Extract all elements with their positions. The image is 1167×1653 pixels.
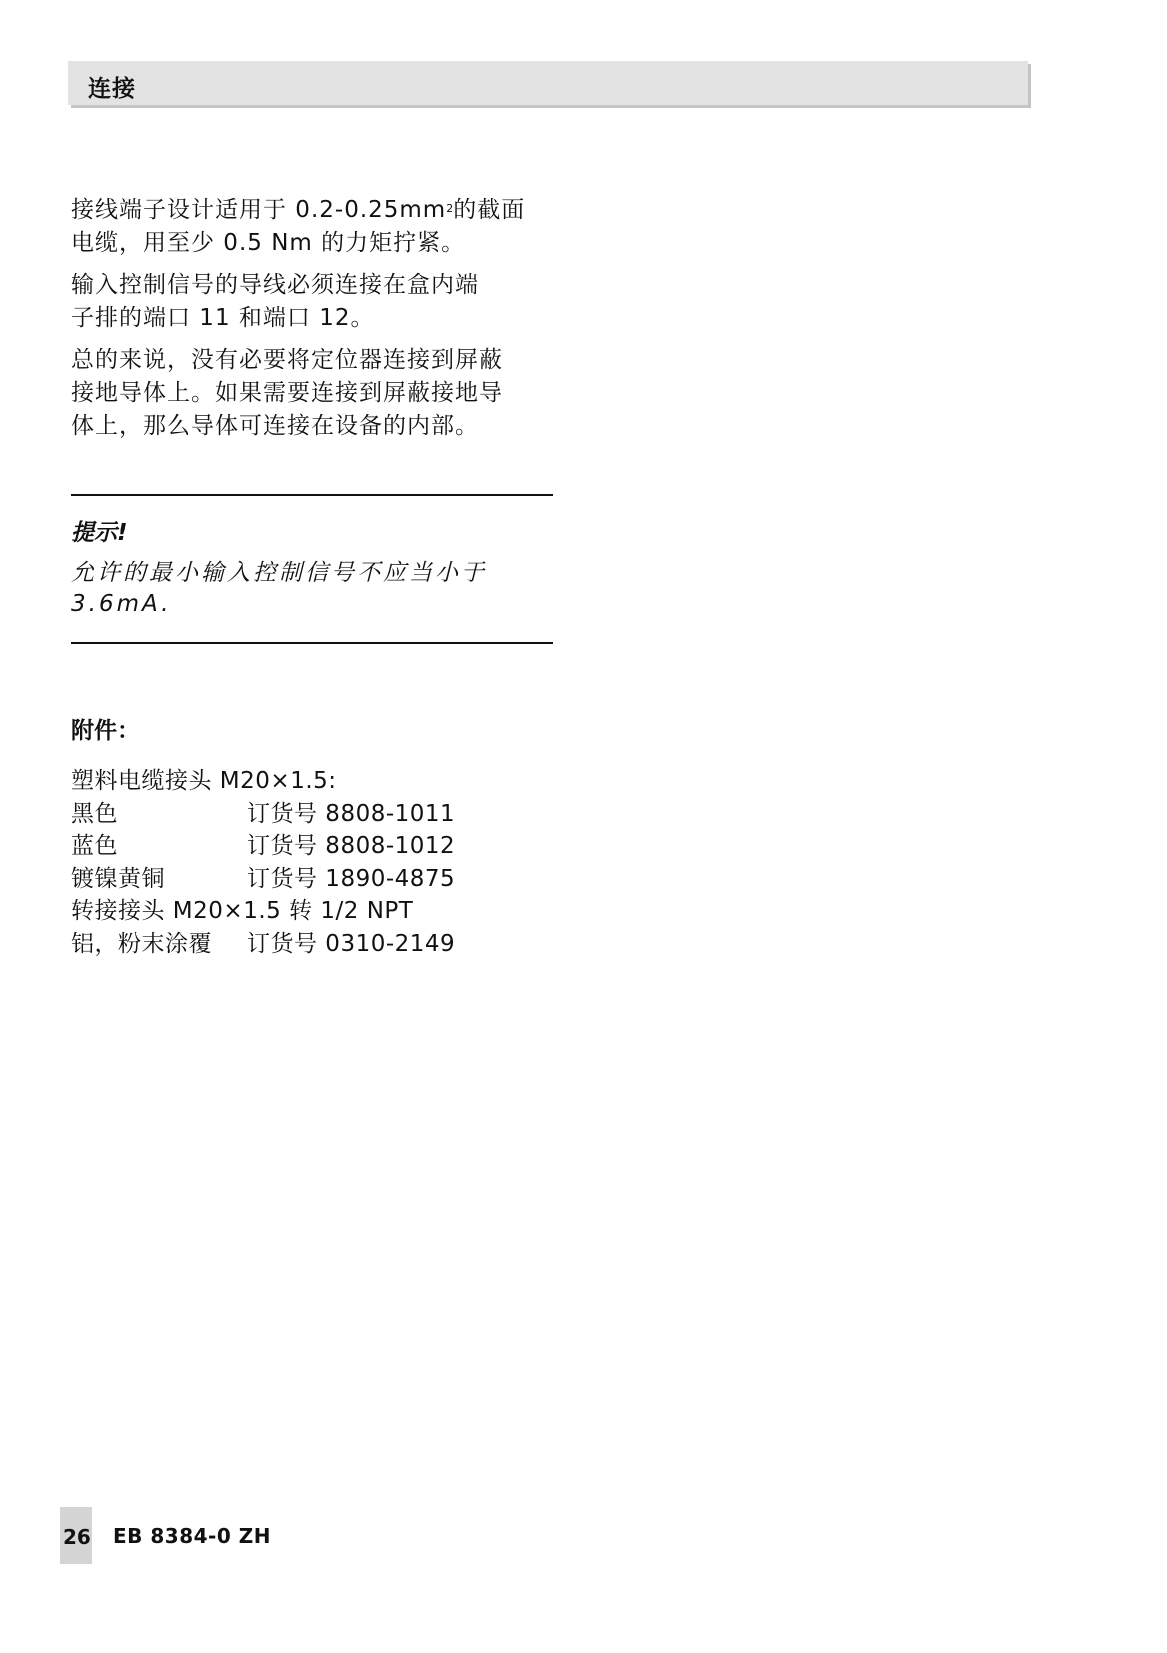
accessory-row bbox=[71, 798, 591, 831]
page-number: 26 bbox=[63, 1525, 91, 1549]
paragraph-line: 总的来说，没有必要将定位器连接到屏蔽 bbox=[71, 347, 503, 373]
paragraph-line: 体上，那么导体可连接在设备的内部。 bbox=[71, 413, 479, 439]
superscript: 2 bbox=[446, 202, 454, 215]
section-title: 连接 bbox=[88, 76, 136, 102]
paragraph-wiring bbox=[71, 194, 551, 260]
body-content bbox=[71, 194, 551, 452]
accessories-title: 附件： bbox=[71, 718, 140, 744]
accessory-item: 镀镍黄铜 bbox=[71, 865, 165, 892]
note-line: 允许的最小输入控制信号不应当小于 bbox=[71, 560, 487, 586]
paragraph-line bbox=[71, 194, 551, 227]
text-segment: 的截面 bbox=[453, 197, 526, 223]
paragraph-line: 电缆，用至少 0.5 Nm 的力矩拧紧。 bbox=[71, 230, 466, 256]
accessory-row bbox=[71, 830, 591, 863]
document-code: EB 8384-0 ZH bbox=[113, 1524, 271, 1548]
note-box bbox=[71, 494, 553, 644]
accessories-intro: 塑料电缆接头 M20×1.5: bbox=[71, 768, 337, 794]
note-title: 提示! bbox=[71, 520, 128, 546]
accessory-order: 订货号 0310-2149 bbox=[247, 930, 456, 957]
accessories-section bbox=[71, 712, 591, 960]
accessory-row bbox=[71, 928, 591, 961]
note-bottom-rule bbox=[71, 642, 553, 644]
paragraph-grounding bbox=[71, 344, 551, 443]
text-segment: 接线端子设计适用于 0.2-0.25mm bbox=[71, 197, 447, 223]
accessory-item: 铝，粉末涂覆 bbox=[71, 930, 212, 957]
accessory-item: 蓝色 bbox=[71, 833, 118, 859]
accessory-adapter: 转接接头 M20×1.5 转 1/2 NPT bbox=[71, 898, 414, 924]
section-header bbox=[68, 61, 1028, 105]
paragraph-line: 子排的端口 11 和端口 12。 bbox=[71, 305, 375, 331]
paragraph-line: 接地导体上。如果需要连接到屏蔽接地导 bbox=[71, 380, 503, 406]
paragraph-line: 输入控制信号的导线必须连接在盒内端 bbox=[71, 272, 479, 298]
accessory-row bbox=[71, 863, 591, 896]
accessory-order: 订货号 1890-4875 bbox=[247, 865, 456, 892]
note-text bbox=[71, 558, 487, 620]
accessory-order: 订货号 8808-1012 bbox=[247, 833, 456, 859]
note-line: 3.6mA. bbox=[71, 591, 172, 617]
note-top-rule bbox=[71, 494, 553, 496]
paragraph-signal bbox=[71, 269, 551, 335]
accessory-order: 订货号 8808-1011 bbox=[247, 800, 456, 827]
accessory-item: 黑色 bbox=[71, 800, 118, 827]
